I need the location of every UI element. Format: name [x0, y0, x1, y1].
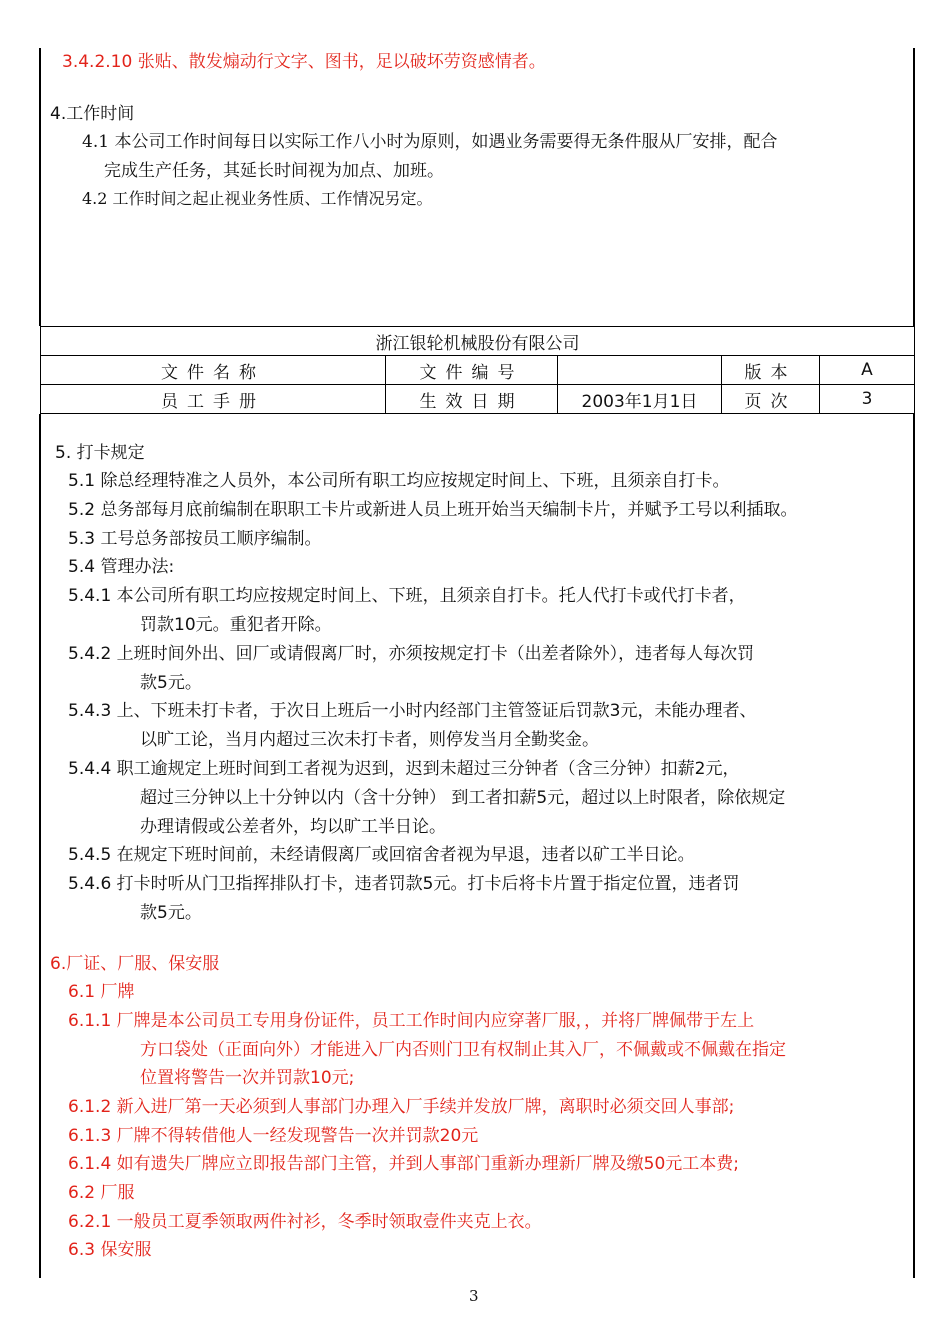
page-number: 3 [469, 1287, 479, 1305]
item-6-1-1: 6.1.1 厂牌是本公司员工专用身份证件，员工工作时间内应穿著厂服，，并将厂牌佩带于左上 [68, 1011, 755, 1031]
item-4-1-line2: 完成生产任务，其延长时间视为加点、加班。 [104, 161, 444, 181]
section-5-item: 5.4 管理办法: [68, 557, 175, 577]
heading-4: 4.工作时间 [50, 104, 135, 124]
section-5-item: 5.4.3 上、下班未打卡者，于次日上班后一小时内经部门主管签证后罚款3元，未能办理者、 [68, 701, 757, 721]
section-5-item: 5.3 工号总务部按员工顺序编制。 [68, 529, 322, 549]
item-6-1-3: 6.1.3 厂牌不得转借他人一经发现警告一次并罚款20元 [68, 1126, 479, 1146]
left-border-top [39, 48, 41, 326]
right-border-bottom [913, 414, 915, 1278]
section-5-item: 5.4.2 上班时间外出、回厂或请假离厂时，亦须按规定打卡（出差者除外），违者每人每次罚 [68, 644, 755, 664]
section-5-item: 5.4.1 本公司所有职工均应按规定时间上、下班，且须亲自打卡。托人代打卡或代打卡者， [68, 586, 746, 606]
item-6-1-1-cont2: 位置将警告一次并罚款10元; [140, 1068, 355, 1088]
section-6-heading: 6.厂证、厂服、保安服 [50, 954, 220, 974]
doc-no-value [558, 356, 722, 385]
section-5-item: 5.4.6 打卡时听从门卫指挥排队打卡，违者罚款5元。打卡后将卡片置于指定位置，违者罚 [68, 874, 740, 894]
item-6-2-1: 6.2.1 一般员工夏季领取两件衬衫，冬季时领取壹件夹克上衣。 [68, 1212, 542, 1232]
section-5-item-continuation: 罚款10元。重犯者开除。 [140, 615, 332, 635]
section-5-item: 5.1 除总经理特准之人员外，本公司所有职工均应按规定时间上、下班，且须亲自打卡。 [68, 471, 730, 491]
right-border-top [913, 48, 915, 326]
item-4-1-line1: 4.1 本公司工作时间每日以实际工作八小时为原则，如遇业务需要得无条件服从厂安排，配合 [82, 132, 778, 152]
item-6-1-4: 6.1.4 如有遗失厂牌应立即报告部门主管，并到人事部门重新办理新厂牌及缴50元工本费; [68, 1154, 740, 1174]
item-6-1: 6.1 厂牌 [68, 982, 135, 1002]
section-5-item-continuation: 超过三分钟以上十分钟以内（含十分钟） 到工者扣薪5元，超过以上时限者，除依规定 [140, 788, 786, 808]
section-5-item: 5.4.4 职工逾规定上班时间到工者视为迟到，迟到未超过三分钟者（含三分钟）扣薪2元， [68, 759, 740, 779]
item-4-2: 4.2 工作时间之起止视业务性质、工作情况另定。 [82, 189, 433, 208]
effective-label: 生效日期 [386, 385, 558, 414]
page-label: 页次 [722, 385, 820, 414]
section-5-heading: 5. 打卡规定 [55, 443, 145, 463]
item-6-1-1-cont1: 方口袋处（正面向外）才能进入厂内否则门卫有权制止其入厂，不佩戴或不佩戴在指定 [140, 1040, 786, 1060]
left-border-bottom [39, 414, 41, 1278]
section-5-item-continuation: 以旷工论，当月内超过三次未打卡者，则停发当月全勤奖金。 [140, 730, 599, 750]
item-6-2: 6.2 厂服 [68, 1183, 135, 1203]
item-6-3: 6.3 保安服 [68, 1240, 152, 1260]
doc-name-value: 员工手册 [41, 385, 386, 414]
item-6-1-2: 6.1.2 新入进厂第一天必须到人事部门办理入厂手续并发放厂牌，离职时必须交回人事部; [68, 1097, 735, 1117]
doc-name-label: 文件名称 [41, 356, 386, 385]
section-5-item-continuation: 办理请假或公差者外，均以旷工半日论。 [140, 817, 446, 837]
company-name: 浙江银轮机械股份有限公司 [41, 327, 915, 356]
document-header-table [40, 326, 915, 414]
section-5-item: 5.2 总务部每月底前编制在职职工卡片或新进人员上班开始当天编制卡片，并赋予工号以利插取。 [68, 500, 798, 520]
section-5-item-continuation: 款5元。 [140, 903, 202, 923]
section-5-item: 5.4.5 在规定下班时间前，未经请假离厂或回宿舍者视为早退，违者以矿工半日论。 [68, 845, 695, 865]
version-value: A [820, 356, 915, 385]
doc-no-label: 文件编号 [386, 356, 558, 385]
item-3-4-2-10: 3.4.2.10 张贴、散发煽动行文字、图书，足以破坏劳资感情者。 [62, 52, 546, 72]
version-label: 版本 [722, 356, 820, 385]
section-5-item-continuation: 款5元。 [140, 673, 202, 693]
effective-value: 2003年1月1日 [558, 385, 722, 414]
page-value: 3 [820, 385, 915, 414]
